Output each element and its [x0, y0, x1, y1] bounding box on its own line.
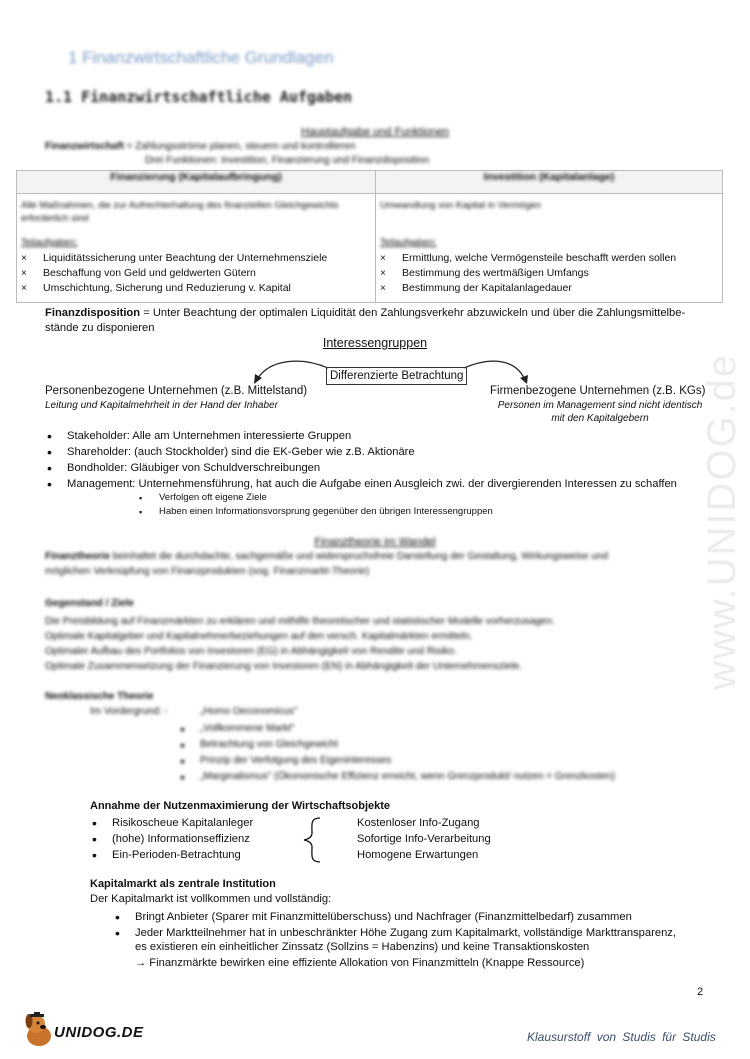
hauptaufgabe-title: Hauptaufgabe und Funktionen [300, 126, 449, 138]
kapitalmarkt-line2: es existieren ein einheitlicher Zinssatz (Sollzins = Habenzins) und keine Transaktionskosten [135, 941, 590, 953]
funktionen-line: Drei Funktionen: Investition, Finanzierung und Finanzdisposition [145, 155, 430, 166]
gegenstand-line: Optimale Kapitalgeber und Kapitalnehmerbeziehungen auf den versch. Kapitalmärkten ermitteln. [45, 631, 473, 642]
firmenbezogen-sub1: Personen im Management sind nicht identisch [497, 400, 703, 411]
list-item: • Stakeholder: Alle am Unternehmen interessierte Gruppen [45, 428, 735, 444]
list-item: Sofortige Info-Verarbeitung [357, 833, 491, 845]
personenbezogen-sub: Leitung und Kapitalmehrheit in der Hand der Inhaber [45, 400, 278, 411]
list-item: × Bestimmung der Kapitalanlagedauer [380, 282, 572, 294]
arrows-graphic [0, 0, 750, 420]
logo-text: UNIDOG.DE [54, 1024, 144, 1041]
annahme-title: Annahme der Nutzenmaximierung der Wirtschaftsobjekte [90, 800, 391, 812]
left-arrow [258, 361, 328, 378]
list-item: • Ein-Perioden-Betrachtung [90, 847, 253, 863]
finanzierung-desc: Alle Maßnahmen, die zur Aufrechterhaltung des finanziellen Gleichgewichts erforderlich sind [21, 200, 339, 224]
gegenstand-line: Optimaler Aufbau des Portfolios von Investoren (EG) in Abhängigkeit von Rendite und Risiko. [45, 646, 457, 657]
list-item: • Bringt Anbieter (Sparer mit Finanzmittelüberschuss) und Nachfrager (Finanzmittelbedarf) zusammen [113, 909, 733, 925]
watermark: www.UNIDOG.de [700, 352, 744, 690]
list-item: • Prinzip der Verfolgung des Eigeninteresses [178, 753, 615, 769]
list-item: • Bondholder: Gläubiger von Schuldverschreibungen [45, 460, 735, 476]
firmenbezogen-sub2: mit den Kapitalgebern [551, 413, 649, 424]
list-item: • (hohe) Informationseffizienz [90, 831, 253, 847]
finanztheorie-line1: Finanztheorie beinhaltet die durchdachte, sachgemäße und widerspruchsfreie Darstellung der Gestaltung, Wirkungsweise und [45, 551, 609, 562]
list-item: • Management: Unternehmensführung, hat auch die Aufgabe einen Ausgleich zwi. der divergierenden Interessen zu schaffen [45, 476, 735, 492]
right-arrow [464, 361, 524, 378]
gegenstand-line: Die Preisbildung auf Finanzmärkten zu erklären und mithilfe theoretischer und statistischer Modelle vorherzusagen. [45, 616, 555, 627]
annahme-left-list [90, 815, 253, 863]
firmenbezogen-title: Firmenbezogene Unternehmen (z.B. KGs) [490, 385, 706, 397]
list-item: × Liquiditätssicherung unter Beachtung der Unternehmensziele [21, 252, 328, 264]
list-item: × Beschaffung von Geld und geldwerten Gütern [21, 267, 256, 279]
annahme-right-list [357, 815, 491, 863]
finanzdisposition-definition: Finanzdisposition = Unter Beachtung der optimalen Liquidität den Zahlungsverkehr abzuwickeln und über die Zahlungsmittelbe- stände zu disponieren [45, 307, 686, 334]
gegenstand-title: Gegenstand / Ziele [45, 598, 134, 609]
unidog-logo [22, 1010, 152, 1050]
list-item: • Betrachtung von Gleichgewicht [178, 737, 615, 753]
list-item: Kostenloser Info-Zugang [357, 817, 480, 829]
list-item: Homogene Erwartungen [357, 849, 479, 861]
kapitalmarkt-conclusion: → Finanzmärkte bewirken eine effiziente Allokation von Finanzmitteln (Knappe Ressource) [135, 957, 585, 969]
kapitalmarkt-list [113, 909, 733, 941]
finanztheorie-line2: möglichen Verknüpfung von Finanzprodukten (sog. Finanzmarkt-Theorie) [45, 566, 370, 577]
list-item: • Jeder Marktteilnehmer hat in unbeschränkter Höhe Zugang zum Kapitalmarkt, vollständige Markttransparenz, [113, 925, 733, 941]
dog-logo-icon [22, 1012, 56, 1048]
finanztheorie-title: Finanztheorie im Wandel [314, 536, 436, 548]
list-item: • Risikoscheue Kapitalanleger [90, 815, 253, 831]
list-item: • Shareholder: (auch Stockholder) sind die EK-Geber wie z.B. Aktionäre [45, 444, 735, 460]
personenbezogen-title: Personenbezogene Unternehmen (z.B. Mittelstand) [45, 385, 308, 397]
chapter-heading: 1 Finanzwirtschaftliche Grundlagen [68, 48, 334, 67]
list-item: • „Vollkommene Markt" [178, 721, 615, 737]
footer-slogan: Klausurstoff von Studis für Studis [527, 1030, 716, 1044]
section-heading: 1.1 Finanzwirtschaftliche Aufgaben [45, 88, 353, 106]
stakeholder-list [45, 428, 735, 492]
brace-graphic [296, 815, 328, 865]
list-item: × Ermittlung, welche Vermögensteile beschafft werden sollen [380, 252, 677, 264]
investition-sub: Teilaufgaben: [380, 237, 437, 248]
investition-desc: Umwandlung von Kapital in Vermögen [380, 200, 542, 211]
gegenstand-lines [45, 614, 735, 674]
neoklassik-title: Neoklassische Theorie [45, 691, 154, 702]
list-item: × Bestimmung des wertmäßigen Umfangs [380, 267, 589, 279]
list-item: ▪ Haben einen Informationsvorsprung gegenüber den übrigen Interessengruppen [137, 505, 493, 519]
finanzierung-sub: Teilaufgaben: [21, 237, 78, 248]
right-arrowhead [520, 375, 528, 384]
list-item: ▪ Verfolgen oft eigene Ziele [137, 491, 493, 505]
kapitalmarkt-title: Kapitalmarkt als zentrale Institution [90, 878, 276, 890]
interessengruppen-title: Interessengruppen [322, 336, 428, 350]
investition-header: Investition (Kapitalanlage) [376, 171, 723, 194]
neoklassik-list [178, 721, 615, 785]
page-number: 2 [697, 986, 704, 998]
finanzwirtschaft-definition: Finanzwirtschaft = Zahlungsströme planen, steuern und kontrollieren [45, 141, 356, 152]
management-sublist [137, 491, 493, 519]
neoklassik-first: „Homo Oeconomicus" [200, 706, 298, 717]
im-vordergrund-label: Im Vordergrund: - [90, 706, 168, 717]
finanzierung-header: Finanzierung (Kapitalaufbringung) [17, 171, 376, 194]
kapitalmarkt-intro: Der Kapitalmarkt ist vollkommen und vollständig: [90, 893, 332, 905]
left-arrowhead [254, 374, 262, 384]
differenzierte-betrachtung-box: Differenzierte Betrachtung [326, 367, 467, 385]
list-item: × Umschichtung, Sicherung und Reduzierung v. Kapital [21, 282, 291, 294]
list-item: • „Marginalismus" (Ökonomische Effizienz erreicht, wenn Grenzprodukt/ nutzen = Grenzkosten) [178, 769, 615, 785]
gegenstand-line: Optimale Zusammensetzung der Finanzierung von Investoren (EN) in Abhängigkeit der Unternehmensziele. [45, 661, 522, 672]
